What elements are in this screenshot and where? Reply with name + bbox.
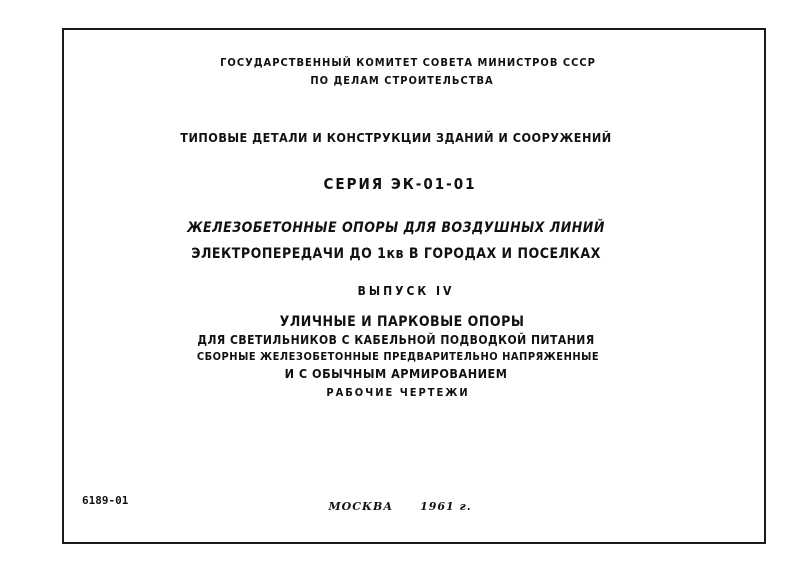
agency-line-1: ГОСУДАРСТВЕННЫЙ КОМИТЕТ СОВЕТА МИНИСТРОВ СССР [220, 56, 596, 69]
working-drawings-label: РАБОЧИЕ ЧЕРТЕЖИ [326, 386, 470, 399]
subtitle-line-1: УЛИЧНЫЕ И ПАРКОВЫЕ ОПОРЫ [279, 314, 525, 330]
subtitle-line-2: ДЛЯ СВЕТИЛЬНИКОВ С КАБЕЛЬНОЙ ПОДВОДКОЙ ПИТАНИЯ [197, 333, 595, 347]
publication-year: 1961 г. [420, 500, 472, 513]
collection-title: ТИПОВЫЕ ДЕТАЛИ И КОНСТРУКЦИИ ЗДАНИЙ И СООРУЖЕНИЙ [180, 130, 612, 145]
publication-footer [0, 500, 800, 513]
document-title-line-1: ЖЕЛЕЗОБЕТОННЫЕ ОПОРЫ ДЛЯ ВОЗДУШНЫХ ЛИНИЙ [187, 220, 605, 236]
series-title: СЕРИЯ ЭК-01-01 [323, 175, 477, 193]
subtitle-line-4: И С ОБЫЧНЫМ АРМИРОВАНИЕМ [284, 366, 508, 381]
document-title-line-2: ЭЛЕКТРОПЕРЕДАЧИ ДО 1кв В ГОРОДАХ И ПОСЕЛКАХ [191, 246, 601, 262]
document-code: 6189-01 [82, 494, 129, 507]
issue-label: ВЫПУСК IV [357, 284, 455, 298]
agency-line-2: ПО ДЕЛАМ СТРОИТЕЛЬСТВА [310, 74, 494, 87]
subtitle-line-3: СБОРНЫЕ ЖЕЛЕЗОБЕТОННЫЕ ПРЕДВАРИТЕЛЬНО НАПРЯЖЕННЫЕ [196, 350, 600, 363]
publication-city: МОСКВА [328, 500, 394, 513]
